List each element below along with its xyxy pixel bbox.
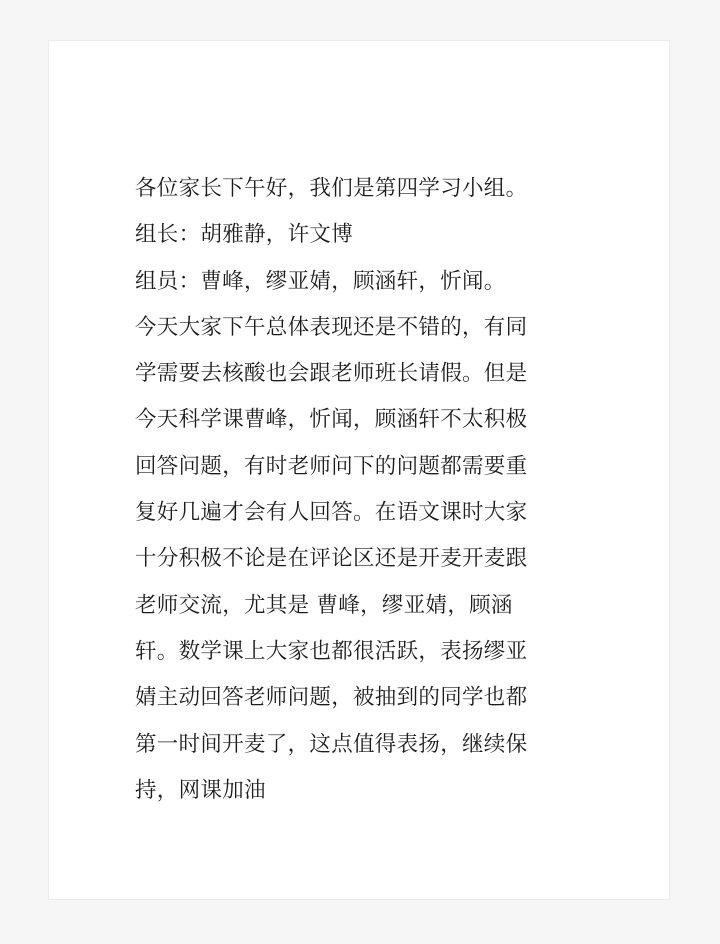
text-line: 复好几遍才会有人回答。在语文课时大家 bbox=[135, 500, 528, 526]
document-body bbox=[135, 166, 595, 814]
text-line: 婧主动回答老师问题，被抽到的同学也都 bbox=[135, 685, 528, 711]
text-line: 十分积极不论是在评论区还是开麦开麦跟 bbox=[135, 546, 528, 572]
text-line: 学需要去核酸也会跟老师班长请假。但是 bbox=[135, 361, 528, 387]
text-line: 今天大家下午总体表现还是不错的，有同 bbox=[135, 314, 528, 340]
text-line: 轩。数学课上大家也都很活跃，表扬缪亚 bbox=[135, 638, 528, 664]
text-line-group-leaders: 组长：胡雅静，许文博 bbox=[135, 222, 354, 248]
text-line: 老师交流，尤其是 曹峰，缪亚婧，顾涵 bbox=[135, 592, 513, 618]
text-line: 今天科学课曹峰，忻闻，顾涵轩不太积极 bbox=[135, 407, 528, 433]
text-line: 第一时间开麦了，这点值得表扬，继续保 bbox=[135, 731, 528, 757]
text-line: 回答问题，有时老师问下的问题都需要重 bbox=[135, 453, 528, 479]
text-line-group-members: 组员：曹峰，缪亚婧，顾涵轩，忻闻。 bbox=[135, 268, 506, 294]
document-page bbox=[48, 40, 670, 900]
text-line-greeting: 各位家长下午好，我们是第四学习小组。 bbox=[135, 176, 528, 201]
text-line: 持，网课加油 bbox=[135, 777, 266, 803]
